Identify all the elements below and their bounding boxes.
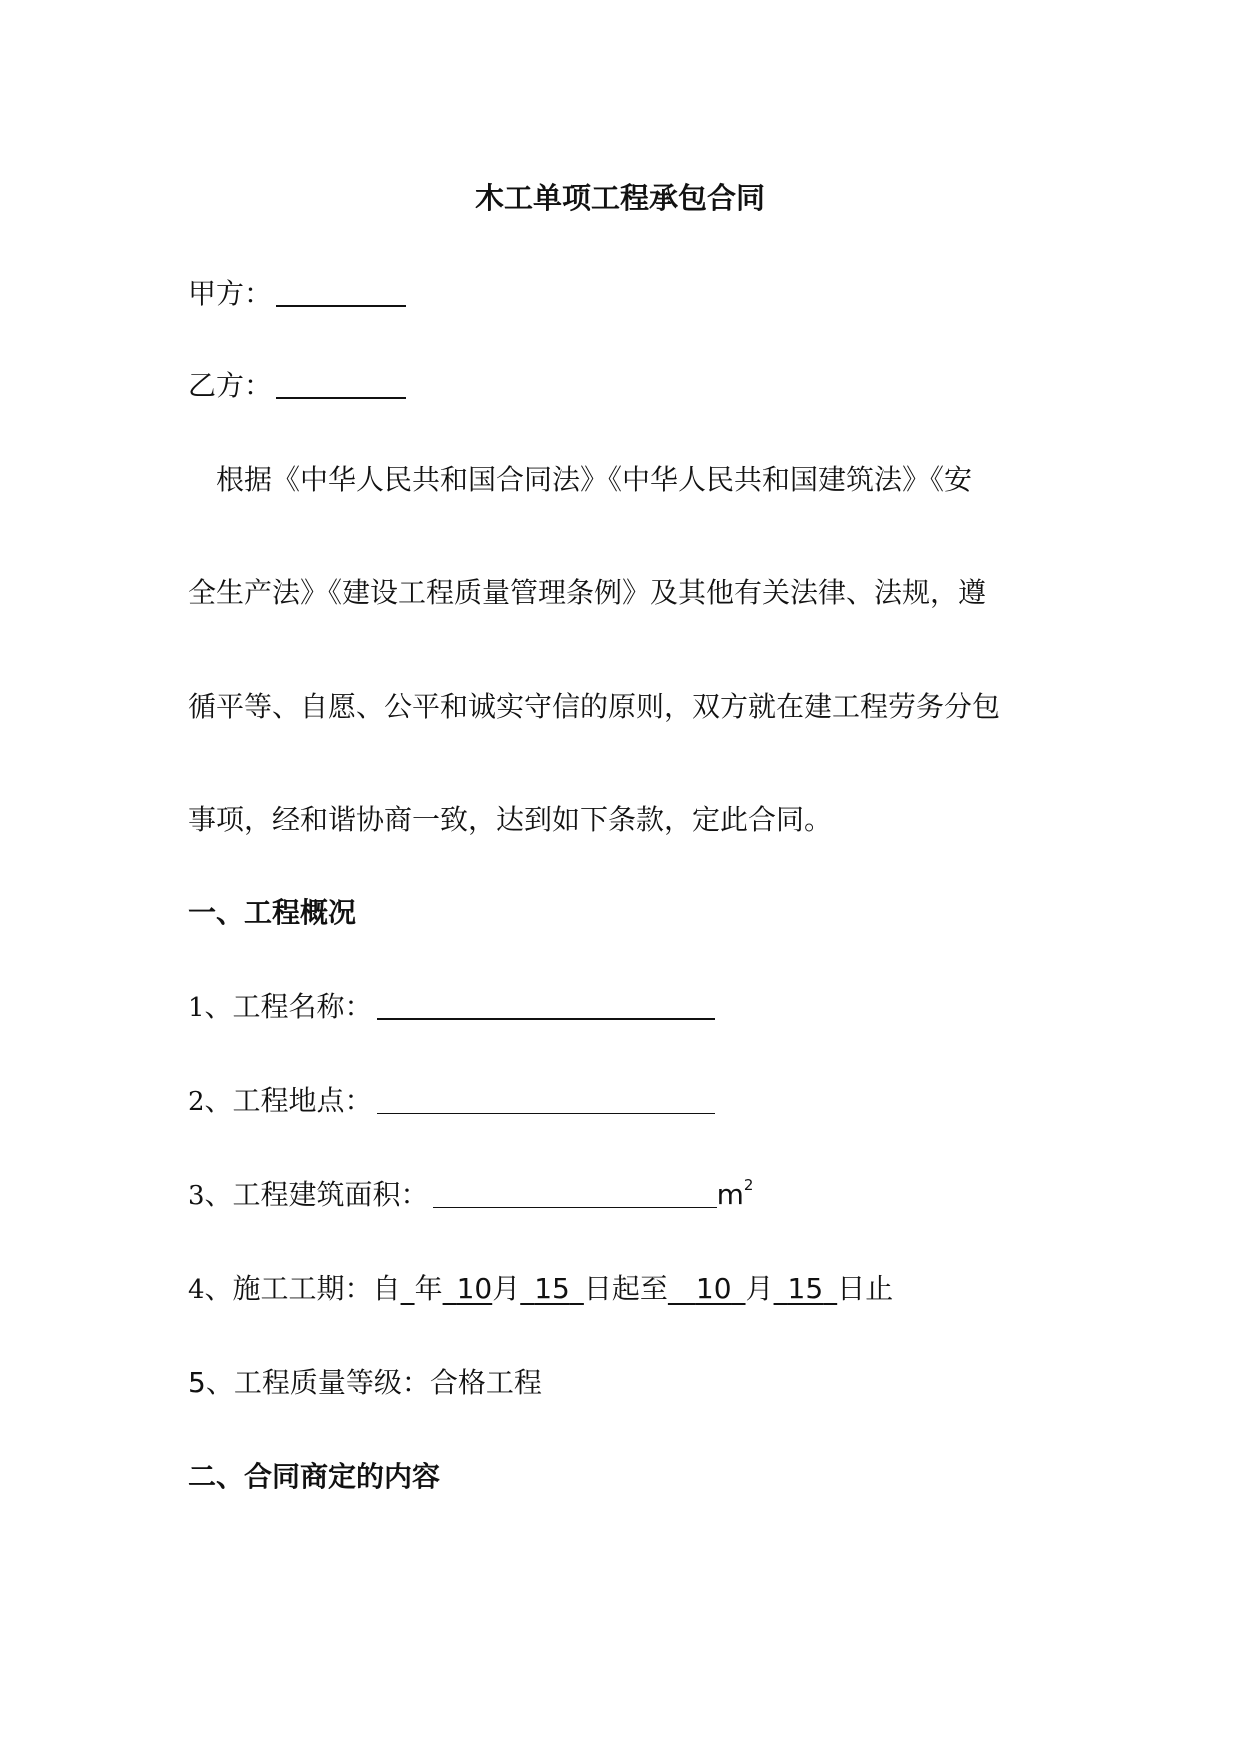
construction-period-line [188, 1269, 893, 1310]
section-2-heading: 二、合同商定的内容 [188, 1460, 441, 1493]
building-area-label: 、工程建筑面积： [204, 1178, 429, 1211]
project-name-line [188, 987, 715, 1028]
item-number: 1 [188, 993, 205, 1023]
area-unit-superscript: 2 [743, 1176, 754, 1194]
period-label: 、施工工期：自 [204, 1272, 401, 1305]
building-area-blank[interactable] [433, 1177, 717, 1208]
end-month-word: 月 [745, 1272, 774, 1305]
party-a-label: 甲方： [188, 277, 273, 310]
project-name-label: 、工程名称： [204, 990, 373, 1023]
intro-line-3: 循平等、自愿、公平和诚实守信的原则，双方就在建工程劳务分包 [188, 690, 1001, 723]
item-number: 3 [188, 1181, 205, 1211]
section-1-heading: 一、工程概况 [188, 896, 357, 929]
party-a-line [188, 274, 406, 314]
end-suffix: 日止 [837, 1272, 894, 1305]
end-month[interactable]: 10 [695, 1272, 732, 1305]
project-name-blank[interactable] [377, 988, 715, 1020]
year-word: 年 [414, 1272, 443, 1305]
intro-line-2: 全生产法》《建设工程质量管理条例》及其他有关法律、法规，遵 [188, 576, 987, 609]
project-location-line [188, 1081, 715, 1122]
end-day[interactable]: 15 [787, 1272, 824, 1305]
party-b-label: 乙方： [188, 369, 273, 402]
item-number: 4 [188, 1275, 205, 1305]
building-area-line [188, 1175, 753, 1216]
project-location-label: 、工程地点： [204, 1084, 373, 1117]
start-month[interactable]: 10 [456, 1272, 493, 1305]
party-b-line [188, 366, 406, 406]
intro-line-4: 事项，经和谐协商一致，达到如下条款，定此合同。 [188, 803, 833, 836]
party-a-blank[interactable] [276, 275, 406, 307]
month-word: 月 [492, 1272, 521, 1305]
start-suffix: 日起至 [583, 1272, 668, 1305]
item-number: 2 [188, 1087, 205, 1117]
project-location-blank[interactable] [377, 1083, 715, 1114]
start-day[interactable]: 15 [534, 1272, 570, 1305]
quality-grade-line: 5、工程质量等级：合格工程 [188, 1366, 542, 1399]
party-b-blank[interactable] [276, 367, 406, 399]
year-blank[interactable] [401, 1272, 415, 1305]
area-unit: m [716, 1178, 744, 1211]
intro-line-1: 根据《中华人民共和国合同法》《中华人民共和国建筑法》《安 [188, 463, 973, 496]
document-title: 木工单项工程承包合同 [474, 181, 765, 215]
